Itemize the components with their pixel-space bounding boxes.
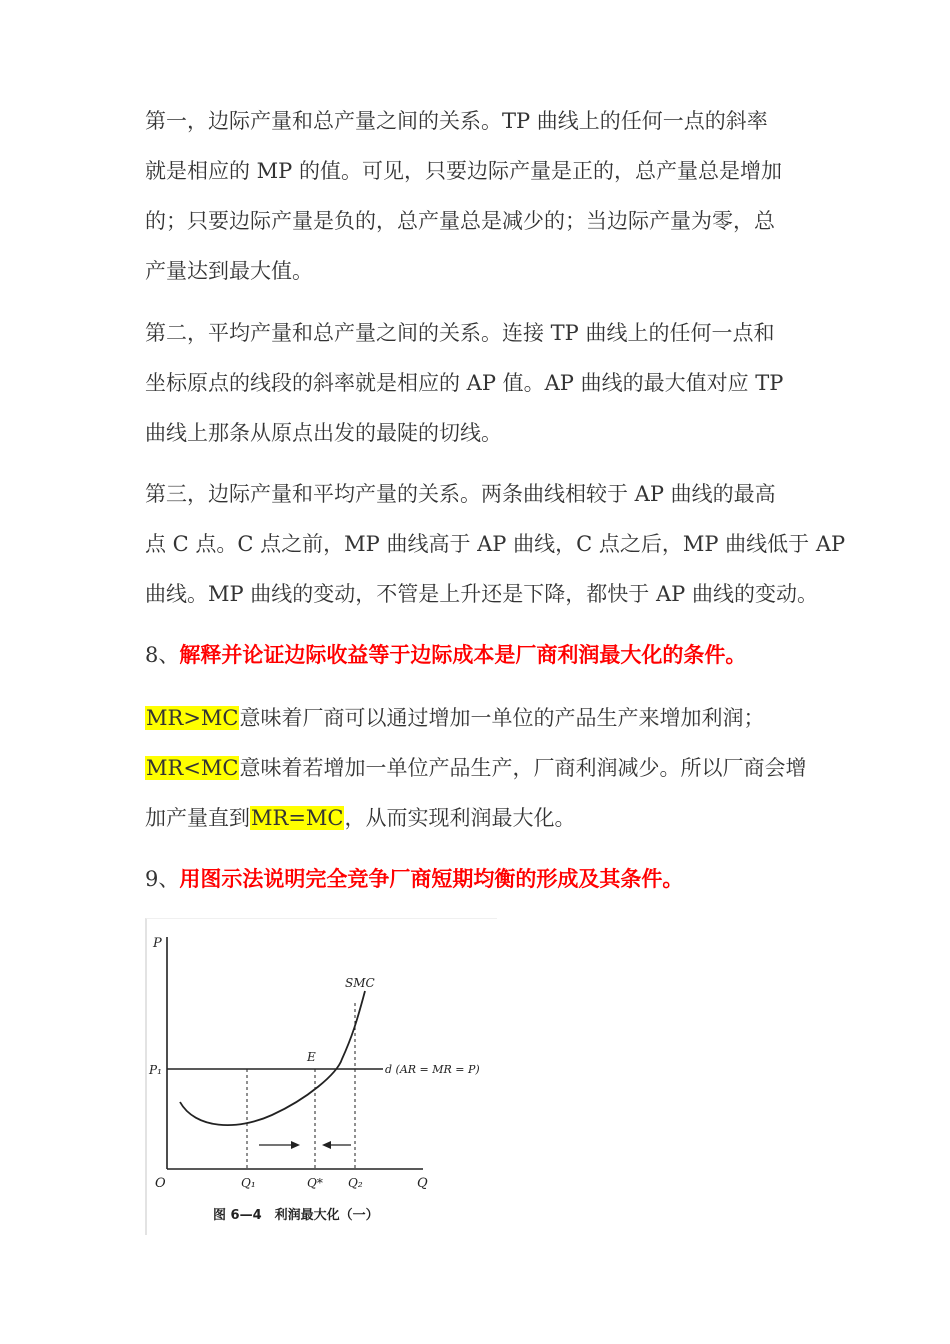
paragraph-mp-ap xyxy=(145,469,846,619)
demand-label: d (AR = MR = P) xyxy=(385,1063,480,1076)
question-text: 解释并论证边际收益等于边际成本是厂商利润最大化的条件。 xyxy=(179,642,747,667)
text-line: 坐标原点的线段的斜率就是相应的 AP 值。AP 曲线的最大值对应 TP xyxy=(145,371,784,395)
question-9 xyxy=(145,854,825,904)
text-line: 曲线上那条从原点出发的最陡的切线。 xyxy=(145,421,502,445)
question-number: 9、 xyxy=(145,867,180,891)
text-line: 第三，边际产量和平均产量的关系。两条曲线相较于 AP 曲线的最高 xyxy=(145,482,776,506)
profit-max-figure xyxy=(145,918,497,1235)
text-line: 曲线。MP 曲线的变动，不管是上升还是下降，都快于 AP 曲线的变动。 xyxy=(145,582,818,606)
answer-text: ，从而实现利润最大化。 xyxy=(344,806,576,830)
text-line: 点 C 点。C 点之前，MP 曲线高于 AP 曲线，C 点之后，MP 曲线低于 AP xyxy=(145,532,846,556)
question-8 xyxy=(145,630,825,680)
text-line: 第一，边际产量和总产量之间的关系。TP 曲线上的任何一点的斜率 xyxy=(145,109,768,133)
q1-label: Q₁ xyxy=(241,1176,256,1190)
p-axis-label: P xyxy=(153,936,162,951)
figure-svg xyxy=(147,919,497,1235)
answer-8 xyxy=(145,693,825,843)
q2-label: Q₂ xyxy=(348,1176,363,1190)
q-axis-label: Q xyxy=(417,1176,428,1191)
equilibrium-e-label: E xyxy=(307,1050,316,1064)
highlight-mr-gt-mc: MR>MC xyxy=(146,706,239,730)
highlight-mr-lt-mc: MR<MC xyxy=(146,756,239,780)
highlight-mr-eq-mc: MR=MC xyxy=(251,806,344,830)
qstar-label: Q* xyxy=(307,1176,323,1190)
answer-text: 意味着厂商可以通过增加一单位的产品生产来增加利润； xyxy=(239,706,765,730)
smc-curve xyxy=(180,991,365,1125)
paragraph-ap-tp xyxy=(145,308,825,458)
origin-label: O xyxy=(155,1176,166,1191)
text-line: 的；只要边际产量是负的，总产量总是减少的；当边际产量为零，总 xyxy=(145,209,775,233)
answer-text: 意味着若增加一单位产品生产，厂商利润减少。所以厂商会增 xyxy=(239,756,807,780)
figure-caption: 图 6—4 利润最大化（一） xyxy=(213,1208,379,1223)
text-line: 第二，平均产量和总产量之间的关系。连接 TP 曲线上的任何一点和 xyxy=(145,321,775,345)
question-number: 8、 xyxy=(145,643,180,667)
answer-text: 加产量直到 xyxy=(145,806,250,830)
p1-label: P₁ xyxy=(149,1063,162,1077)
text-line: 就是相应的 MP 的值。可见，只要边际产量是正的，总产量总是增加 xyxy=(145,159,782,183)
right-arrowhead xyxy=(291,1141,300,1149)
text-line: 产量达到最大值。 xyxy=(145,259,313,283)
left-arrowhead xyxy=(322,1141,331,1149)
smc-label: SMC xyxy=(345,976,375,990)
paragraph-mp-tp xyxy=(145,96,825,296)
question-text: 用图示法说明完全竞争厂商短期均衡的形成及其条件。 xyxy=(179,866,684,891)
